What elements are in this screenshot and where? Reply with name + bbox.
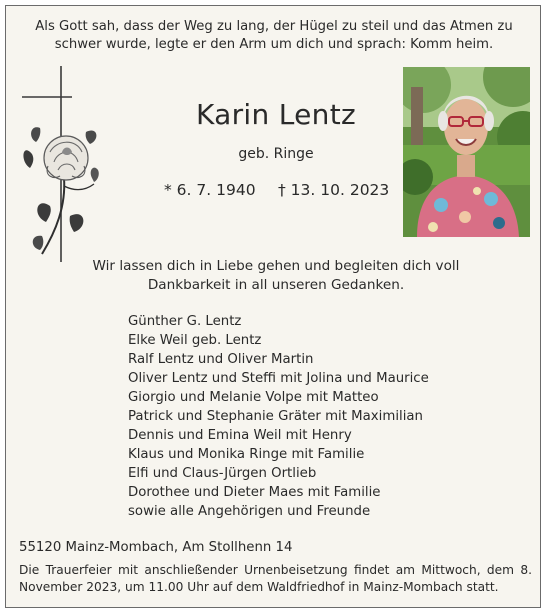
mourner-item: Dennis und Emina Weil mit Henry bbox=[128, 427, 352, 443]
cross-and-rose-icon bbox=[20, 66, 102, 262]
birth-date: * 6. 7. 1940 bbox=[164, 181, 256, 199]
mourner-item: Oliver Lentz und Steffi mit Jolina und Maurice bbox=[128, 370, 429, 386]
obituary-card bbox=[5, 5, 541, 608]
life-dates bbox=[156, 181, 396, 205]
maiden-name: geb. Ringe bbox=[238, 146, 314, 162]
mourner-item: sowie alle Angehörigen und Freunde bbox=[128, 503, 371, 519]
portrait-photo bbox=[403, 67, 530, 237]
mourner-item: Günther G. Lentz bbox=[128, 314, 242, 329]
mourner-item: Klaus und Monika Ringe mit Familie bbox=[128, 446, 365, 462]
mourner-item: Elfi und Claus-Jürgen Ortlieb bbox=[128, 465, 317, 481]
funeral-notice: Die Trauerfeier mit anschließender Urnenbeisetzung findet am Mittwoch, dem 8. November 2023, um 11.00 Uhr auf dem Waldfriedhof in Mainz-Mombach statt. bbox=[19, 563, 532, 594]
death-date: † 13. 10. 2023 bbox=[278, 181, 390, 199]
deceased-name: Karin Lentz bbox=[195, 98, 357, 131]
mourner-item: Ralf Lentz und Oliver Martin bbox=[128, 351, 314, 367]
mourner-item: Giorgio und Melanie Volpe mit Matteo bbox=[128, 389, 379, 405]
mourner-item: Elke Weil geb. Lentz bbox=[128, 332, 262, 348]
verse-text: Als Gott sah, dass der Weg zu lang, der Hügel zu steil und das Atmen zu schwer wurde, legte er den Arm um dich und sprach: Komm heim. bbox=[35, 19, 513, 52]
mourners-list bbox=[128, 313, 458, 521]
family-address: 55120 Mainz-Mombach, Am Stollhenn 14 bbox=[19, 540, 293, 555]
mourner-item: Dorothee und Dieter Maes mit Familie bbox=[128, 484, 381, 500]
mourner-item: Patrick und Stephanie Gräter mit Maximilian bbox=[128, 408, 423, 424]
farewell-message: Wir lassen dich in Liebe gehen und begleiten dich voll Dankbarkeit in all unseren Gedanken. bbox=[92, 258, 460, 293]
